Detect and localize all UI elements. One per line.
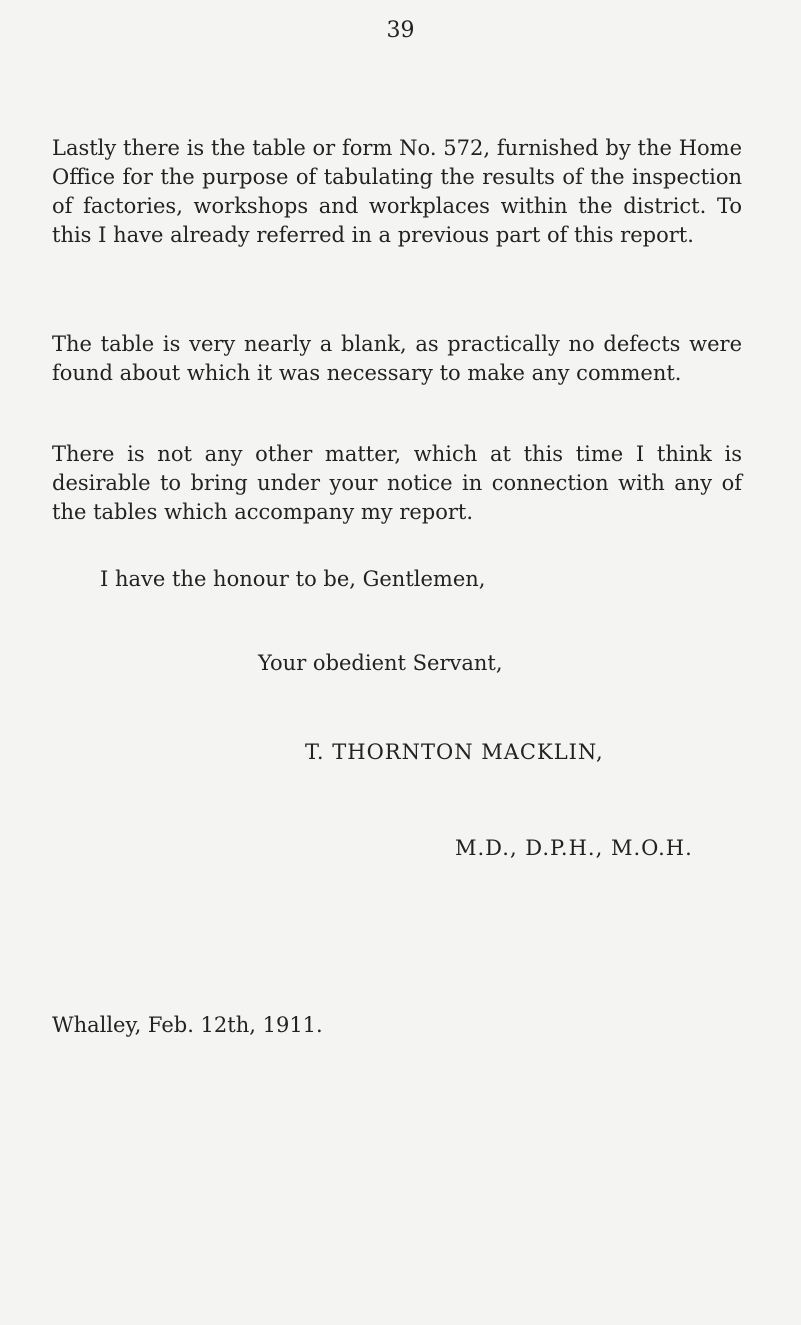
paragraph-other-matter: There is not any other matter, which at this time I think is desirable to bring under your notice in connection with any of the tables which accompany my report. xyxy=(52,442,742,524)
paragraph-table-blank: The table is very nearly a blank, as practically no defects were found about which it was necessary to make any comment. xyxy=(52,332,742,385)
signature-name: T. THORNTON MACKLIN, xyxy=(305,740,604,764)
page-number: 39 xyxy=(386,18,415,43)
place-and-date: Whalley, Feb. 12th, 1911. xyxy=(52,1013,323,1037)
closing-line: Your obedient Servant, xyxy=(258,651,503,675)
signature-qualifications: M.D., D.P.H., M.O.H. xyxy=(455,836,693,860)
honour-line: I have the honour to be, Gentlemen, xyxy=(100,567,486,591)
paragraph-form-572: Lastly there is the table or form No. 572, furnished by the Home Office for the purpose of tabulating the results of the inspection of factories, workshops and workplaces within the district. To this I have already referred in a previous part of this report. xyxy=(52,136,742,247)
